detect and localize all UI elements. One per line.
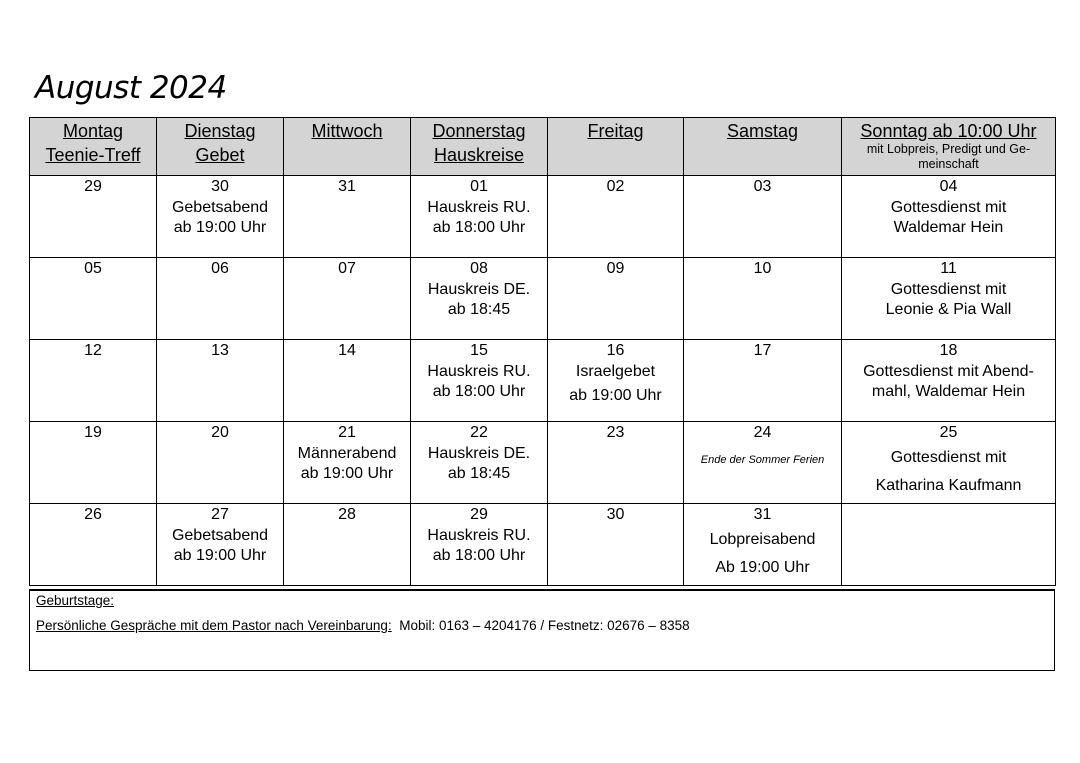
day-number: 30 bbox=[606, 506, 625, 523]
event-text: Lobpreisabend bbox=[709, 530, 816, 548]
day-number: 28 bbox=[338, 506, 356, 523]
event-text: Waldemar Hein bbox=[893, 219, 1004, 236]
day-number: 21 bbox=[338, 424, 356, 441]
header-wednesday-label: Mittwoch bbox=[311, 121, 383, 141]
header-saturday bbox=[684, 118, 842, 176]
footer-box bbox=[29, 589, 1055, 671]
week-row bbox=[30, 258, 1056, 340]
day-number: 10 bbox=[753, 260, 772, 277]
day-number: 20 bbox=[211, 424, 229, 441]
event-text: ab 19:00 Uhr bbox=[173, 219, 267, 236]
day-number: 02 bbox=[606, 178, 625, 195]
day-number: 13 bbox=[211, 342, 229, 359]
day-cell bbox=[30, 258, 157, 340]
day-cell bbox=[548, 340, 684, 422]
event-text: ab 18:45 bbox=[447, 301, 511, 318]
week-row bbox=[30, 340, 1056, 422]
day-number: 23 bbox=[606, 424, 625, 441]
day-cell bbox=[284, 504, 411, 586]
event-text: Leonie & Pia Wall bbox=[885, 301, 1012, 318]
week-row bbox=[30, 422, 1056, 504]
header-tuesday-label: Dienstag bbox=[184, 121, 256, 141]
week-row bbox=[30, 176, 1056, 258]
calendar-table bbox=[29, 117, 1056, 586]
day-cell bbox=[30, 176, 157, 258]
day-cell bbox=[157, 176, 284, 258]
day-cell bbox=[842, 504, 1056, 586]
day-cell bbox=[548, 504, 684, 586]
event-text: Gebetsabend bbox=[171, 526, 269, 544]
day-cell bbox=[842, 258, 1056, 340]
event-text: Gottesdienst mit bbox=[890, 448, 1007, 466]
day-number: 31 bbox=[338, 178, 356, 195]
day-cell bbox=[157, 340, 284, 422]
day-cell bbox=[284, 176, 411, 258]
event-text: Gottesdienst mit Abend- bbox=[863, 362, 1034, 380]
day-cell bbox=[157, 422, 284, 504]
day-number: 25 bbox=[939, 424, 958, 441]
event-text: Gottesdienst mit bbox=[890, 198, 1007, 216]
day-number: 31 bbox=[753, 506, 772, 523]
day-cell bbox=[411, 504, 548, 586]
day-number: 01 bbox=[470, 178, 488, 195]
day-cell bbox=[157, 258, 284, 340]
day-number: 17 bbox=[753, 342, 772, 359]
event-text: Hauskreis DE. bbox=[427, 280, 531, 298]
event-text: ab 19:00 Uhr bbox=[173, 547, 267, 564]
day-number: 07 bbox=[338, 260, 356, 277]
event-text: ab 18:00 Uhr bbox=[432, 383, 526, 400]
day-cell bbox=[284, 422, 411, 504]
day-cell bbox=[684, 422, 842, 504]
day-cell bbox=[684, 504, 842, 586]
event-text: ab 19:00 Uhr bbox=[569, 387, 662, 404]
day-cell bbox=[411, 422, 548, 504]
header-tuesday-sublabel: Gebet bbox=[195, 145, 245, 165]
day-cell bbox=[684, 340, 842, 422]
event-text: ab 18:00 Uhr bbox=[432, 547, 526, 564]
day-number: 16 bbox=[606, 342, 625, 359]
day-cell bbox=[284, 340, 411, 422]
day-number: 18 bbox=[939, 342, 958, 359]
header-tuesday bbox=[157, 118, 284, 176]
day-cell bbox=[842, 340, 1056, 422]
day-number: 19 bbox=[84, 424, 102, 441]
header-sunday-label: Sonntag ab 10:00 Uhr bbox=[860, 121, 1037, 141]
header-wednesday bbox=[284, 118, 411, 176]
header-saturday-label: Samstag bbox=[726, 121, 799, 141]
birthdays-label: Geburtstage: bbox=[36, 593, 115, 608]
day-number: 03 bbox=[753, 178, 772, 195]
day-number: 05 bbox=[84, 260, 102, 277]
day-number: 04 bbox=[939, 178, 958, 195]
header-friday-label: Freitag bbox=[587, 121, 644, 141]
week-row bbox=[30, 504, 1056, 586]
event-text: Israelgebet bbox=[575, 362, 656, 380]
pastor-talks-label: Persönliche Gespräche mit dem Pastor nach Vereinbarung: bbox=[36, 618, 392, 633]
day-number: 09 bbox=[606, 260, 625, 277]
day-number: 15 bbox=[470, 342, 488, 359]
event-text: ab 19:00 Uhr bbox=[300, 465, 394, 482]
event-text: Hauskreis RU. bbox=[427, 526, 531, 544]
day-number: 12 bbox=[84, 342, 102, 359]
contact-numbers: Mobil: 0163 – 4204176 / Festnetz: 02676 – 8358 bbox=[399, 618, 690, 633]
day-cell bbox=[684, 176, 842, 258]
header-sunday-note: mit Lobpreis, Predigt und Ge-meinschaft bbox=[866, 142, 1031, 171]
note-text: Ende der Sommer Ferien bbox=[700, 453, 825, 466]
pastor-contact-line bbox=[36, 618, 690, 633]
day-number: 11 bbox=[940, 260, 957, 277]
day-cell bbox=[411, 340, 548, 422]
event-text: Hauskreis DE. bbox=[427, 444, 531, 462]
header-row bbox=[30, 118, 1056, 176]
day-cell bbox=[548, 176, 684, 258]
header-monday-sublabel: Teenie-Treff bbox=[45, 145, 141, 165]
event-text: Hauskreis RU. bbox=[427, 198, 531, 216]
day-number bbox=[842, 504, 1055, 505]
day-cell bbox=[411, 176, 548, 258]
event-text: ab 18:45 bbox=[447, 465, 511, 482]
event-text: Hauskreis RU. bbox=[427, 362, 531, 380]
day-cell bbox=[548, 422, 684, 504]
event-text: ab 18:00 Uhr bbox=[432, 219, 526, 236]
day-number: 24 bbox=[753, 424, 772, 441]
day-cell bbox=[30, 340, 157, 422]
header-monday-label: Montag bbox=[62, 121, 124, 141]
header-thursday-sublabel: Hauskreise bbox=[433, 145, 525, 165]
day-cell bbox=[157, 504, 284, 586]
day-number: 06 bbox=[211, 260, 229, 277]
header-friday bbox=[548, 118, 684, 176]
day-number: 14 bbox=[338, 342, 356, 359]
day-cell bbox=[411, 258, 548, 340]
header-thursday bbox=[411, 118, 548, 176]
day-number: 26 bbox=[84, 506, 102, 523]
event-text: Gottesdienst mit bbox=[890, 280, 1007, 298]
day-number: 22 bbox=[470, 424, 488, 441]
event-text: Männerabend bbox=[297, 444, 397, 462]
header-thursday-label: Donnerstag bbox=[432, 121, 526, 141]
event-text: Ab 19:00 Uhr bbox=[715, 558, 810, 576]
day-cell bbox=[842, 422, 1056, 504]
event-text: Gebetsabend bbox=[171, 198, 269, 216]
event-text: Katharina Kaufmann bbox=[875, 476, 1022, 494]
day-number: 30 bbox=[211, 178, 229, 195]
day-number: 29 bbox=[84, 178, 102, 195]
day-number: 29 bbox=[470, 506, 488, 523]
day-number: 27 bbox=[211, 506, 229, 523]
event-text: mahl, Waldemar Hein bbox=[871, 383, 1026, 400]
day-cell bbox=[284, 258, 411, 340]
day-cell bbox=[30, 422, 157, 504]
day-cell bbox=[684, 258, 842, 340]
header-monday bbox=[30, 118, 157, 176]
page-title: August 2024 bbox=[35, 70, 227, 106]
header-sunday bbox=[842, 118, 1056, 176]
day-number: 08 bbox=[470, 260, 488, 277]
day-cell bbox=[30, 504, 157, 586]
day-cell bbox=[842, 176, 1056, 258]
day-cell bbox=[548, 258, 684, 340]
